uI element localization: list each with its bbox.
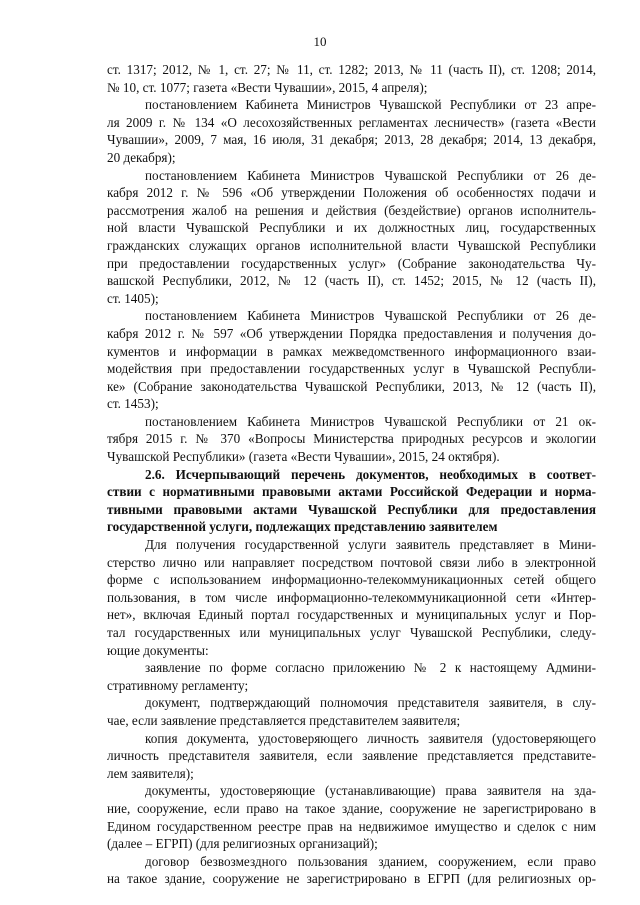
text-line: документ, подтверждающий полномочия представителя заявителя, в слу- <box>145 695 596 711</box>
text-line: ке» (Собрание законодательства Чувашской Республики, 2013, № 12 (часть II), <box>107 378 596 394</box>
section-heading-line: 2.6. Исчерпывающий перечень документов, необходимых в соответ- <box>145 466 596 482</box>
page-number: 10 <box>313 34 327 49</box>
text-line: вашской Республики, 2012, № 12 (часть II), ст. 1452; 2015, № 12 (часть II), <box>107 273 596 289</box>
text-line: документы, удостоверяющие (устанавливающие) права заявителя на зда- <box>145 783 596 799</box>
text-line: ст. 1453); <box>107 396 159 412</box>
text-line: 20 декабря); <box>107 149 176 165</box>
text-line: на такое здание, сооружение не зарегистрировано в ЕГРП (для религиозных ор- <box>107 871 596 887</box>
text-line: ст. 1405); <box>107 290 159 306</box>
text-line: модействия при предоставлении государственных услуг в Чувашской Республи- <box>107 361 596 377</box>
text-line: стративному регламенту; <box>107 677 249 693</box>
text-line: тал государственных или муниципальных услуг Чувашской Республики, следу- <box>107 625 596 640</box>
text-line: ние, сооружение, если право на такое здание, сооружение не зарегистрировано в <box>107 800 596 816</box>
text-line: ной власти Чувашской Республики и их должностных лиц, государственных <box>107 220 596 236</box>
section-heading-line: государственной услуги, подлежащих представлению заявителем <box>107 519 498 535</box>
text-line: пользования, в том числе информационно-телекоммуникационной сети «Интер- <box>107 589 596 605</box>
text-line: тября 2015 г. № 370 «Вопросы Министерства природных ресурсов и экологии <box>107 431 596 447</box>
text-line: заявление по форме согласно приложению № 2 к настоящему Админи- <box>145 660 596 676</box>
text-line: нет», включая Единый портал государственных и муниципальных услуг и Пор- <box>107 607 596 623</box>
text-line: кументов и информации в рамках межведомственного информационного взаи- <box>107 343 596 359</box>
section-heading-line: тивными правовыми актами Чувашской Республики для предоставления <box>107 501 596 517</box>
document-body <box>107 61 596 888</box>
text-line: ля 2009 г. № 134 «О лесохозяйственных регламентах лесничеств» (газета «Вести <box>107 114 596 130</box>
text-line: кабря 2012 г. № 596 «Об утверждении Положения об особенностях подачи и <box>107 185 596 201</box>
text-line: договор безвозмездного пользования зданием, сооружением, если право <box>145 853 596 869</box>
text-line: при предоставлении государственных услуг» (Собрание законодательства Чу- <box>107 255 596 271</box>
text-line: личность представителя заявителя, если заявление представляется представите- <box>107 748 596 764</box>
text-line: (далее – ЕГРП) (для религиозных организаций); <box>107 836 378 852</box>
text-line: лем заявителя); <box>107 765 194 781</box>
text-line: постановлением Кабинета Министров Чувашской Республики от 23 апре- <box>145 97 596 113</box>
text-line: кабря 2012 г. № 597 «Об утверждении Порядка предоставления и получения до- <box>107 325 596 341</box>
section-heading-line: ствии с нормативными правовыми актами Российской Федерации и норма- <box>107 484 596 500</box>
text-line: рассмотрения жалоб на решения и действия (бездействие) органов исполнитель- <box>107 202 596 218</box>
text-line: стерство лично или направляет посредством почтовой связи либо в электронной <box>107 554 596 570</box>
text-line: Едином государственном реестре прав на недвижимое имущество и сделок с ним <box>107 818 596 834</box>
text-line: постановлением Кабинета Министров Чувашской Республики от 26 де- <box>145 167 596 183</box>
text-line: гражданских служащих органов исполнительной власти Чувашской Республики <box>107 237 596 253</box>
text-line: ющие документы: <box>107 642 209 658</box>
text-line: копия документа, удостоверяющего личность заявителя (удостоверяющего <box>145 730 596 746</box>
text-line: форме с использованием информационно-телекоммуникационных сетей общего <box>107 572 596 588</box>
text-line: постановлением Кабинета Министров Чувашской Республики от 26 де- <box>145 308 596 324</box>
text-line: Чувашской Республики» (газета «Вести Чувашии», 2015, 24 октября). <box>107 449 500 465</box>
text-line: чае, если заявление представляется представителем заявителя; <box>107 712 461 728</box>
text-line: № 10, ст. 1077; газета «Вести Чувашии», 2015, 4 апреля); <box>107 79 428 95</box>
text-line: Чувашии», 2009, 7 мая, 16 июля, 31 декабря; 2013, 28 декабря; 2014, 13 декабря, <box>107 132 596 148</box>
text-line: постановлением Кабинета Министров Чувашской Республики от 21 ок- <box>145 413 596 429</box>
text-line: Для получения государственной услуги заявитель представляет в Мини- <box>145 537 596 553</box>
text-line: ст. 1317; 2012, № 1, ст. 27; № 11, ст. 1282; 2013, № 11 (часть II), ст. 1208; 2014, <box>107 62 596 77</box>
